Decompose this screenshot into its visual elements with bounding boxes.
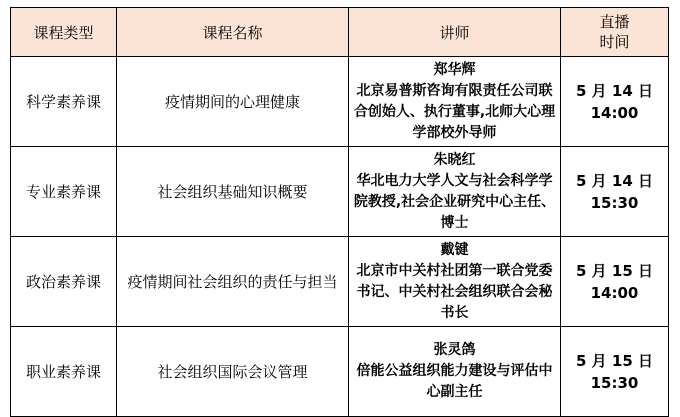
course-name-cell: 疫情期间社会组织的责任与担当 (117, 237, 349, 327)
live-date: 5 月 15 日 (576, 351, 653, 370)
live-time-cell (561, 57, 669, 147)
live-time-cell (561, 237, 669, 327)
live-time-cell (561, 327, 669, 417)
lecturer-cell (349, 237, 561, 327)
live-date: 5 月 14 日 (576, 81, 653, 100)
lecturer-cell (349, 327, 561, 417)
lecturer-cell (349, 147, 561, 237)
course-name-cell: 疫情期间的心理健康 (117, 57, 349, 147)
course-name-cell: 社会组织基础知识概要 (117, 147, 349, 237)
live-hour: 14:00 (590, 103, 639, 122)
table-row (11, 57, 669, 147)
header-live-time (561, 8, 669, 57)
lecturer-name: 戴键 (440, 241, 469, 258)
lecturer-description: 北京易普斯咨询有限责任公司联合创始人、执行董事,北师大心理学部校外导师 (353, 82, 556, 141)
course-type-cell: 科学素养课 (11, 57, 117, 147)
live-date: 5 月 14 日 (576, 171, 653, 190)
live-hour: 15:30 (590, 373, 639, 392)
table-row (11, 147, 669, 237)
table-row (11, 327, 669, 417)
table-row (11, 237, 669, 327)
course-type-cell: 职业素养课 (11, 327, 117, 417)
lecturer-description: 华北电力大学人文与社会科学学院教授,社会企业研究中心主任、博士 (353, 172, 556, 231)
course-type-cell: 专业素养课 (11, 147, 117, 237)
header-course-name: 课程名称 (117, 8, 349, 57)
table-header-row (11, 8, 669, 57)
course-schedule-table (10, 7, 669, 417)
lecturer-name: 郑华辉 (433, 61, 476, 78)
live-time-cell (561, 147, 669, 237)
live-date: 5 月 15 日 (576, 261, 653, 280)
course-name-cell: 社会组织国际会议管理 (117, 327, 349, 417)
lecturer-description: 倍能公益组织能力建设与评估中心副主任 (356, 363, 553, 400)
live-hour: 14:00 (590, 283, 639, 302)
header-live-time-line1: 直播 (599, 13, 630, 31)
lecturer-name: 张灵鸽 (433, 342, 476, 358)
course-type-cell: 政治素养课 (11, 237, 117, 327)
lecturer-cell (349, 57, 561, 147)
header-course-type: 课程类型 (11, 8, 117, 57)
lecturer-description: 北京市中关村社团第一联合党委书记、中关村社会组织联合会秘书长 (356, 262, 553, 321)
header-lecturer: 讲师 (349, 8, 561, 57)
lecturer-name: 朱晓红 (433, 151, 476, 168)
header-live-time-line2: 时间 (599, 33, 630, 51)
live-hour: 15:30 (590, 193, 639, 212)
